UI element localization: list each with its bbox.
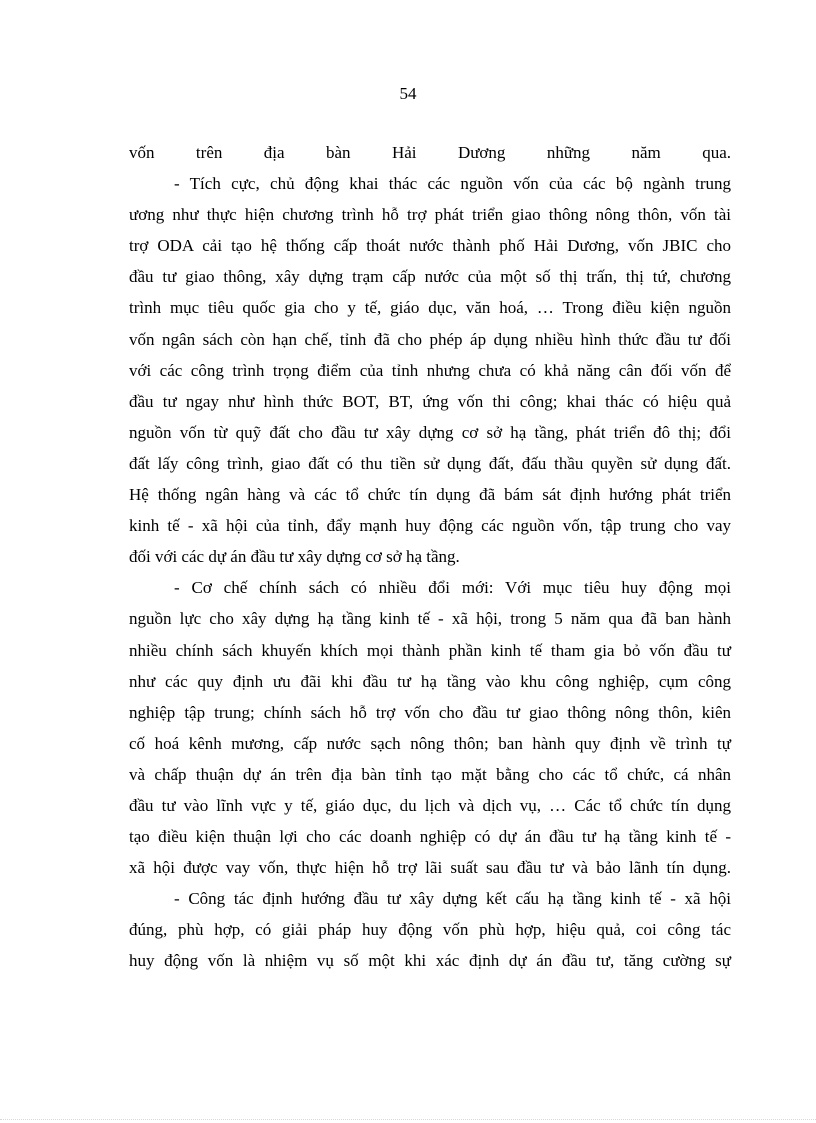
- text-line: xã hội được vay vốn, thực hiện hỗ trợ lãi suất sau đầu tư và bảo lãnh tín dụng.: [129, 858, 731, 878]
- text-line: - Tích cực, chủ động khai thác các nguồn vốn của các bộ ngành trung: [174, 174, 731, 194]
- text-line: trình mục tiêu quốc gia cho y tế, giáo dục, văn hoá, … Trong điều kiện nguồn: [129, 298, 731, 318]
- text-line: với các công trình trọng điểm của tỉnh nhưng chưa có khả năng cân đối vốn để: [129, 360, 731, 380]
- text-line: nguồn lực cho xây dựng hạ tầng kinh tế - xã hội, trong 5 năm qua đã ban hành: [129, 609, 731, 629]
- text-line: Hệ thống ngân hàng và các tổ chức tín dụng đã bám sát định hướng phát triển: [129, 485, 731, 505]
- text-line: - Cơ chế chính sách có nhiều đổi mới: Với mục tiêu huy động mọi: [174, 578, 731, 598]
- text-line: vốn ngân sách còn hạn chế, tỉnh đã cho phép áp dụng nhiều hình thức đầu tư đối: [129, 329, 731, 349]
- text-line: trợ ODA cải tạo hệ thống cấp thoát nước thành phố Hải Dương, vốn JBIC cho: [129, 236, 731, 256]
- text-line: và chấp thuận dự án trên địa bàn tỉnh tạo mặt bằng cho các tổ chức, cá nhân: [129, 764, 731, 784]
- text-line: vốn trên địa bàn Hải Dương những năm qua.: [129, 143, 731, 162]
- text-line: như các quy định ưu đãi khi đầu tư hạ tầng vào khu công nghiệp, cụm công: [129, 671, 731, 691]
- text-line: nhiều chính sách khuyến khích mọi thành phần kinh tế tham gia bỏ vốn đầu tư: [129, 640, 731, 660]
- text-line: nguồn vốn từ quỹ đất cho đầu tư xây dựng cơ sở hạ tầng, phát triển đô thị; đổi: [129, 422, 731, 442]
- text-line: đối với các dự án đầu tư xây dựng cơ sở hạ tầng.: [129, 547, 460, 567]
- text-line: đúng, phù hợp, có giải pháp huy động vốn phù hợp, hiệu quả, coi công tác: [129, 920, 731, 940]
- body-text: [129, 137, 731, 977]
- page-number: 54: [399, 84, 417, 103]
- text-line: đầu tư ngay như hình thức BOT, BT, ứng vốn thi công; khai thác có hiệu quả: [129, 391, 731, 411]
- text-line: đầu tư giao thông, xây dựng trạm cấp nước của một số thị trấn, thị tứ, chương: [129, 267, 731, 287]
- page-bottom-divider: [0, 1119, 816, 1120]
- text-line: tạo điều kiện thuận lợi cho các doanh nghiệp có dự án đầu tư hạ tầng kinh tế -: [129, 827, 731, 847]
- text-line: huy động vốn là nhiệm vụ số một khi xác định dự án đầu tư, tăng cường sự: [129, 951, 731, 971]
- text-line: - Công tác định hướng đầu tư xây dựng kết cấu hạ tầng kinh tế - xã hội: [174, 889, 731, 909]
- text-line: kinh tế - xã hội của tỉnh, đẩy mạnh huy động các nguồn vốn, tập trung cho vay: [129, 516, 731, 536]
- text-line: nghiệp tập trung; chính sách hỗ trợ vốn cho đầu tư giao thông nông thôn, kiên: [129, 702, 731, 722]
- text-line: cố hoá kênh mương, cấp nước sạch nông thôn; ban hành quy định về trình tự: [129, 733, 731, 753]
- text-line: ương như thực hiện chương trình hỗ trợ phát triển giao thông nông thôn, vốn tài: [129, 205, 731, 225]
- text-line: đất lấy công trình, giao đất có thu tiền sử dụng đất, đấu thầu quyền sử dụng đất.: [129, 453, 731, 473]
- text-line: đầu tư vào lĩnh vực y tế, giáo dục, du lịch và dịch vụ, … Các tổ chức tín dụng: [129, 795, 731, 815]
